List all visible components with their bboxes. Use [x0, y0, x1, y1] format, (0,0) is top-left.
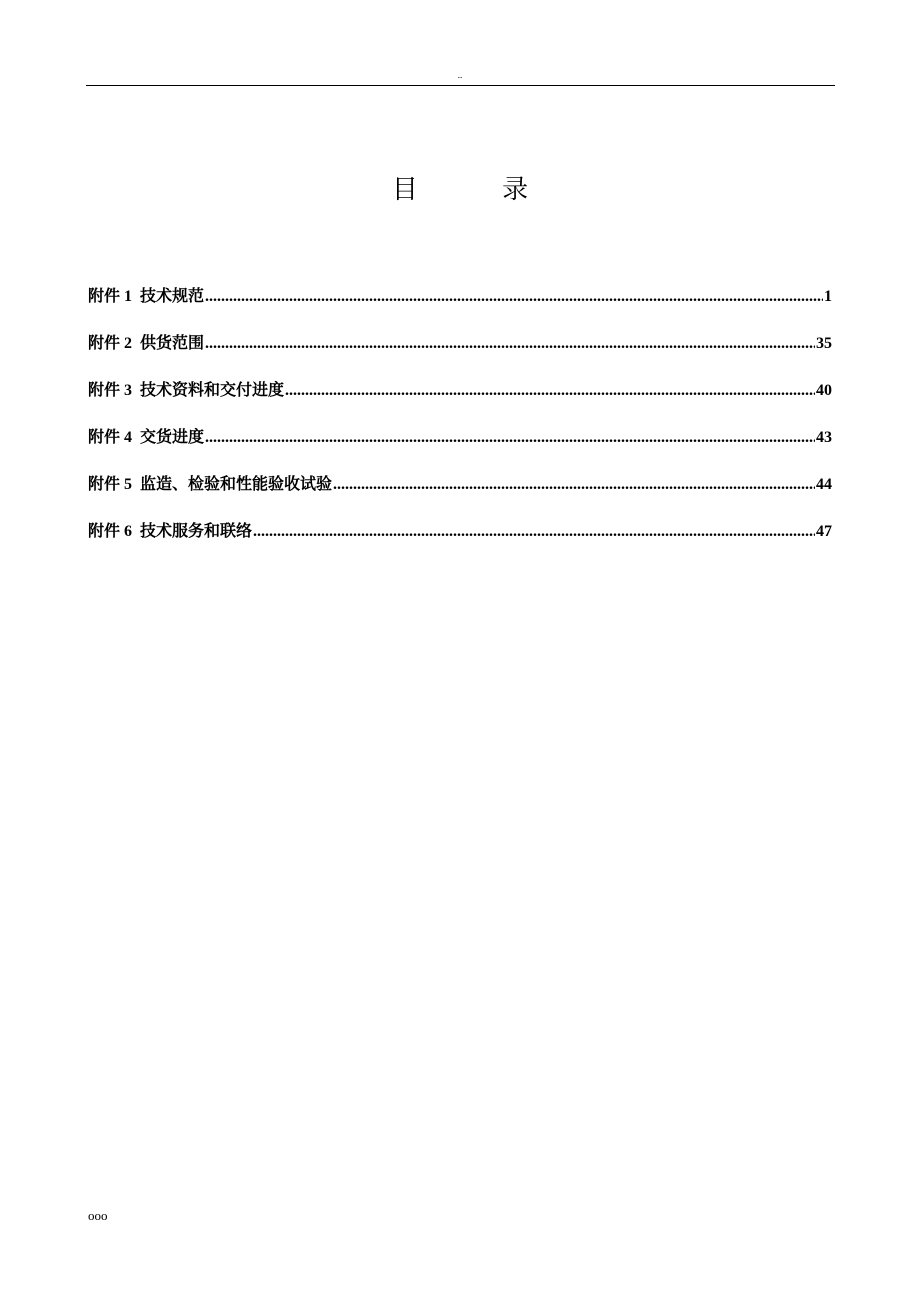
toc-list [88, 285, 832, 567]
toc-entry-prefix: 附件 [88, 476, 125, 493]
toc-leader-dots [205, 285, 823, 309]
toc-title: 目 录 [391, 175, 567, 205]
header-mark: .. [457, 70, 463, 80]
toc-entry-number: 2 [124, 335, 133, 352]
toc-leader-dots [333, 473, 815, 497]
toc-leader-dots [205, 332, 815, 356]
toc-entry-title: 供货范围 [140, 335, 205, 352]
toc-leader-dots [205, 426, 815, 450]
toc-entry-title: 技术资料和交付进度 [140, 382, 285, 399]
toc-entry[interactable] [88, 473, 832, 520]
toc-entry-prefix: 附件 [88, 429, 125, 446]
toc-entry-page: 44 [816, 476, 832, 493]
toc-entry-title: 技术规范 [140, 288, 205, 305]
toc-entry[interactable] [88, 285, 832, 332]
toc-entry-number: 3 [124, 382, 133, 399]
toc-entry-number: 4 [124, 429, 133, 446]
toc-leader-dots [253, 520, 815, 544]
toc-entry-prefix: 附件 [88, 335, 125, 352]
toc-entry-number: 6 [124, 523, 133, 540]
toc-entry-label [88, 285, 204, 309]
header-rule [86, 85, 835, 86]
toc-entry-page: 47 [816, 523, 832, 540]
toc-entry[interactable] [88, 520, 832, 567]
toc-entry[interactable] [88, 332, 832, 379]
toc-entry-prefix: 附件 [88, 523, 125, 540]
toc-entry-page: 35 [816, 335, 832, 352]
toc-entry-page: 40 [816, 382, 832, 399]
toc-entry[interactable] [88, 426, 832, 473]
toc-entry-page: 43 [816, 429, 832, 446]
toc-entry-number: 1 [124, 288, 133, 305]
toc-entry-label [88, 520, 252, 544]
toc-entry-page: 1 [824, 288, 832, 305]
toc-entry-title: 技术服务和联络 [140, 523, 253, 540]
toc-entry-prefix: 附件 [88, 382, 125, 399]
toc-entry-label [88, 379, 284, 403]
toc-entry-label [88, 473, 332, 497]
footer-mark: ooo [88, 1208, 108, 1223]
toc-entry-title: 监造、检验和性能验收试验 [140, 476, 333, 493]
toc-entry-label [88, 426, 204, 450]
toc-entry-number: 5 [124, 476, 133, 493]
toc-entry-title: 交货进度 [140, 429, 205, 446]
toc-entry-prefix: 附件 [88, 288, 125, 305]
toc-entry-label [88, 332, 204, 356]
toc-leader-dots [285, 379, 815, 403]
toc-entry[interactable] [88, 379, 832, 426]
